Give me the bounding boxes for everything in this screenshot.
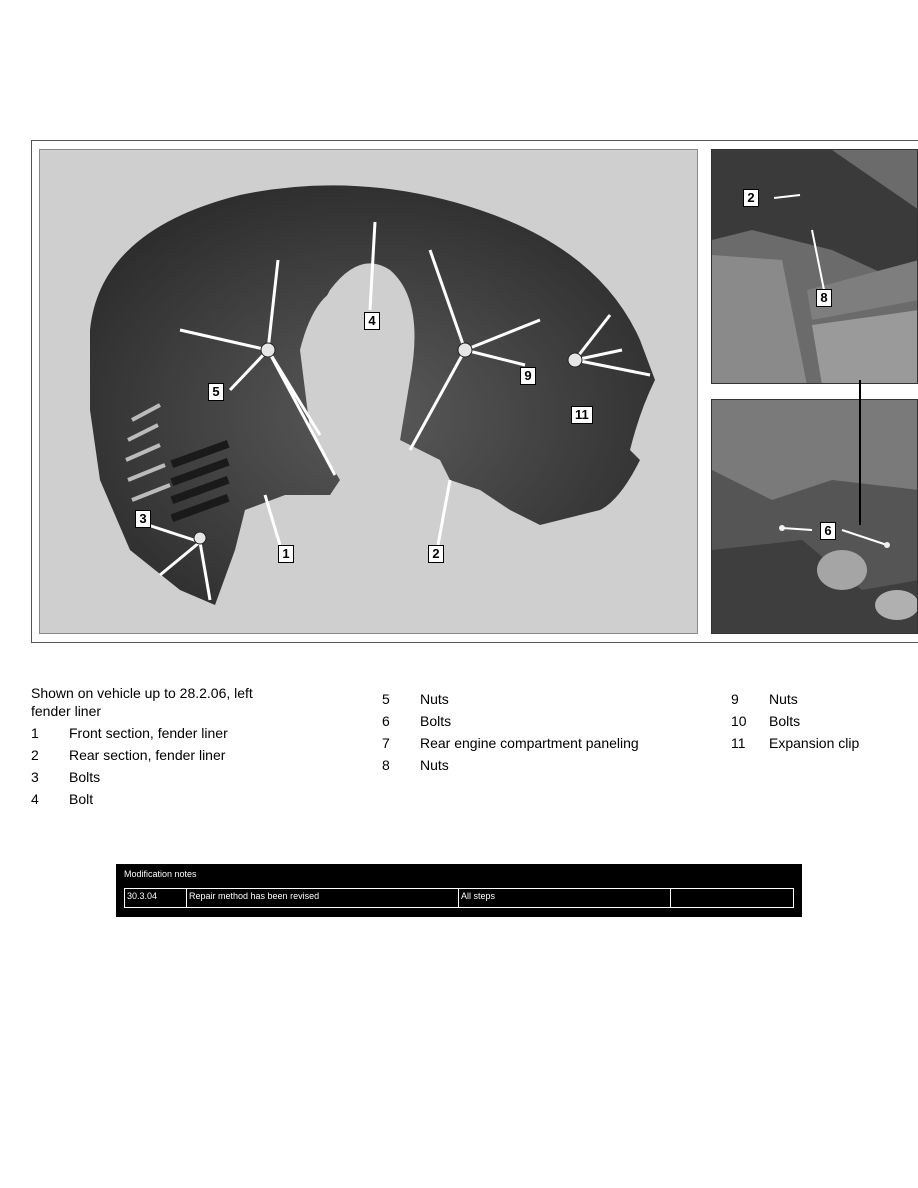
callout-4: 4 <box>364 312 380 330</box>
legend-column-2 <box>382 688 682 776</box>
fender-liner-drawing <box>40 150 698 634</box>
callout-9: 9 <box>520 367 536 385</box>
legend-item <box>382 710 682 732</box>
modification-description: Repair method has been revised <box>187 889 459 907</box>
callout-inset-6: 6 <box>820 522 836 540</box>
modification-scope: All steps <box>459 889 671 907</box>
legend-num: 1 <box>31 725 39 741</box>
callout-11: 11 <box>571 406 593 424</box>
legend-num: 4 <box>31 791 39 807</box>
fender-liner-photo <box>39 149 698 634</box>
table-row <box>124 888 794 908</box>
legend-item <box>382 688 682 710</box>
legend-item <box>382 732 682 754</box>
legend-column-1 <box>31 684 291 810</box>
legend-num: 10 <box>731 713 747 729</box>
legend-label: Bolts <box>769 713 801 729</box>
legend-label: Nuts <box>769 691 798 707</box>
legend-caption: Shown on vehicle up to 28.2.06, left fender liner <box>31 685 253 719</box>
legend-item <box>31 788 291 810</box>
legend-label: Bolts <box>420 713 452 729</box>
legend-label: Rear engine compartment paneling <box>420 735 639 751</box>
legend-num: 6 <box>382 713 390 729</box>
inset-photo-bottom <box>711 399 918 634</box>
inset-top-drawing <box>712 150 918 384</box>
legend-item <box>31 722 291 744</box>
legend-label: Bolt <box>69 791 94 807</box>
legend-item <box>731 732 918 754</box>
callout-5: 5 <box>208 383 224 401</box>
modification-date: 30.3.04 <box>125 889 187 907</box>
legend-label: Nuts <box>420 691 449 707</box>
legend-num: 3 <box>31 769 39 785</box>
legend-item <box>31 766 291 788</box>
legend-num: 5 <box>382 691 390 707</box>
inset-bottom-drawing <box>712 400 918 634</box>
legend-label: Nuts <box>420 757 449 773</box>
modification-notes-table <box>116 864 802 917</box>
legend-num: 7 <box>382 735 390 751</box>
legend-num: 8 <box>382 757 390 773</box>
modification-notes-title: Modification notes <box>124 869 197 879</box>
legend-label: Bolts <box>69 769 101 785</box>
callout-1: 1 <box>278 545 294 563</box>
callout-2: 2 <box>428 545 444 563</box>
legend-label: Front section, fender liner <box>69 725 228 741</box>
legend-num: 9 <box>731 691 739 707</box>
legend-column-3 <box>731 688 918 754</box>
legend-item <box>731 710 918 732</box>
legend-label: Rear section, fender liner <box>69 747 226 763</box>
legend-num: 2 <box>31 747 39 763</box>
callout-3: 3 <box>135 510 151 528</box>
legend-num: 11 <box>731 735 746 751</box>
legend-item <box>731 688 918 710</box>
legend-item <box>382 754 682 776</box>
inset-leader <box>850 380 870 530</box>
modification-extra <box>671 889 793 907</box>
callout-inset-8: 8 <box>816 289 832 307</box>
legend-item <box>31 744 291 766</box>
callout-inset-2: 2 <box>743 189 759 207</box>
legend-label: Expansion clip <box>769 735 860 751</box>
inset-photo-top <box>711 149 918 384</box>
